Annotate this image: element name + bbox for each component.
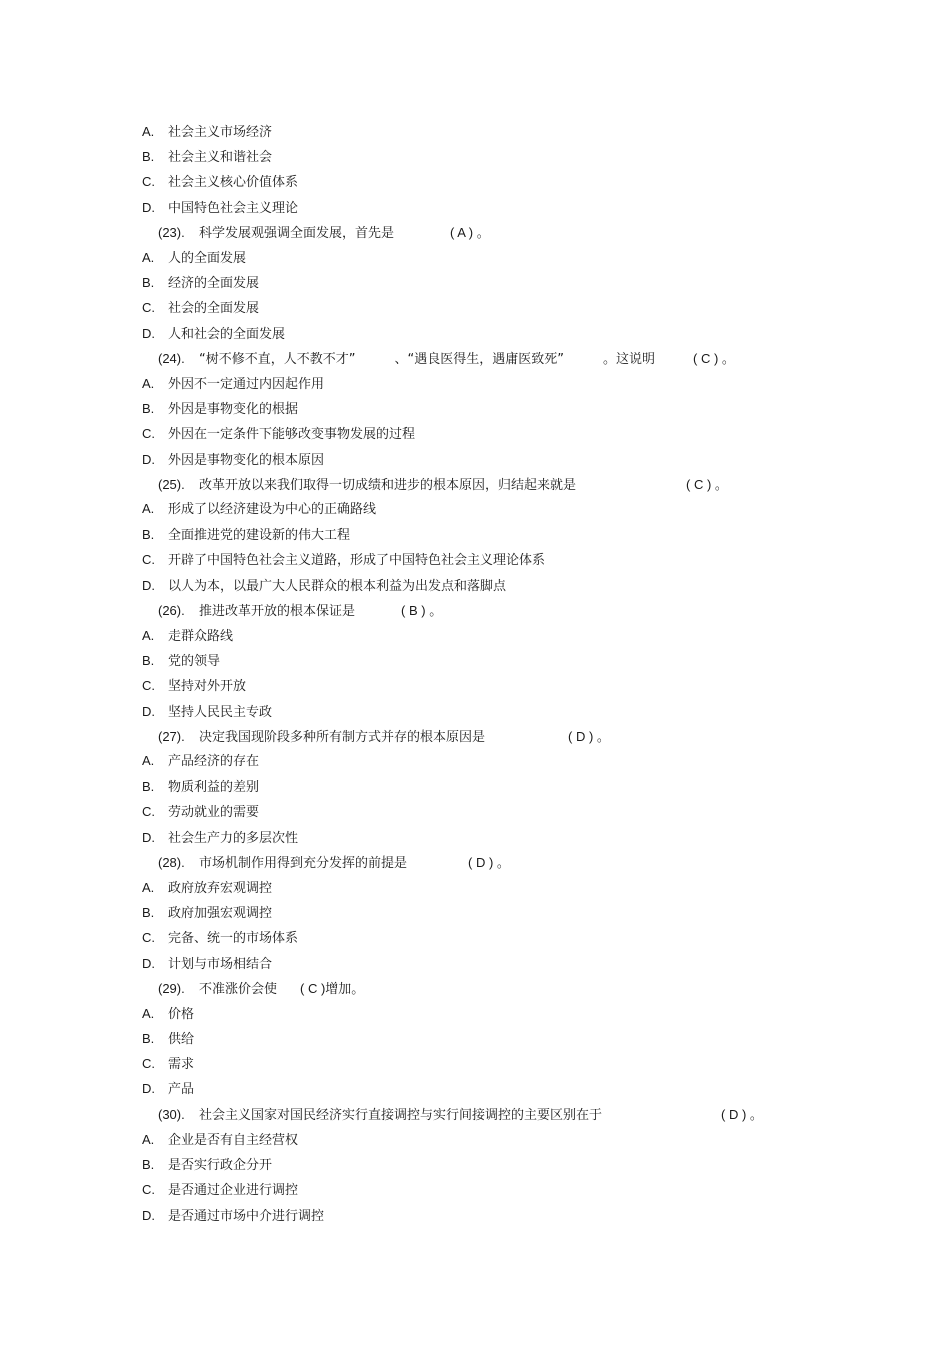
option-a: A. 企业是否有自主经营权 xyxy=(142,1132,299,1148)
question-stem: 决定我国现阶段多种所有制方式并存的根本原因是 xyxy=(199,730,486,745)
option-b: B. 是否实行政企分开 xyxy=(142,1157,273,1173)
option-b: B. 物质利益的差别 xyxy=(142,779,260,795)
option-d: D. 是否通过市场中介进行调控 xyxy=(142,1208,325,1224)
question-stem: 推进改革开放的根本保证是 xyxy=(199,604,356,619)
option-b: B. 社会主义和谐社会 xyxy=(142,149,273,165)
answer-mark: ( A ) xyxy=(450,225,474,240)
option-c: C. 社会主义核心价值体系 xyxy=(142,174,299,190)
answer-mark: ( C ) xyxy=(693,351,719,366)
option-a: A. 走群众路线 xyxy=(142,628,234,644)
option-d: D. 产品 xyxy=(142,1081,195,1097)
option-a: A. 政府放弃宏观调控 xyxy=(142,880,273,896)
option-d: D. 人和社会的全面发展 xyxy=(142,326,286,342)
answer-mark: ( B ) xyxy=(401,603,426,618)
answer-mark: ( D ) xyxy=(721,1107,747,1122)
option-a: A. 产品经济的存在 xyxy=(142,753,260,769)
option-a: A. 价格 xyxy=(142,1006,195,1022)
question-30: (30). 社会主义国家对国民经济实行直接调控与实行间接调控的主要区别在于 ( D ) 。 xyxy=(158,1107,763,1123)
question-26: (26). 推进改革开放的根本保证是 ( B ) 。 xyxy=(158,603,443,619)
answer-mark: ( D ) xyxy=(568,729,594,744)
question-27: (27). 决定我国现阶段多种所有制方式并存的根本原因是 ( D ) 。 xyxy=(158,729,610,745)
question-stem: “树不修不直，人不教不才” 、“遇良医得生，遇庸医致死” 。这说明 xyxy=(199,352,655,367)
option-c: C. 是否通过企业进行调控 xyxy=(142,1182,299,1198)
option-c: C. 开辟了中国特色社会主义道路，形成了中国特色社会主义理论体系 xyxy=(142,552,546,568)
option-d: D. 坚持人民民主专政 xyxy=(142,704,273,720)
option-a: A. 形成了以经济建设为中心的正确路线 xyxy=(142,501,377,517)
option-c: C. 劳动就业的需要 xyxy=(142,804,260,820)
option-c: C. 完备、统一的市场体系 xyxy=(142,930,299,946)
answer-mark: ( D ) xyxy=(468,855,494,870)
option-a: A. 外因不一定通过内因起作用 xyxy=(142,376,325,392)
answer-mark: ( C ) xyxy=(686,477,712,492)
option-b: B. 党的领导 xyxy=(142,653,221,669)
option-c: C. 坚持对外开放 xyxy=(142,678,247,694)
option-b: B. 政府加强宏观调控 xyxy=(142,905,273,921)
option-d: D. 外因是事物变化的根本原因 xyxy=(142,452,325,468)
question-29: (29). 不准涨价会使 ( C )增加。 xyxy=(158,981,365,997)
question-stem: 不准涨价会使 xyxy=(199,982,278,997)
option-d: D. 计划与市场相结合 xyxy=(142,956,273,972)
question-24: (24). “树不修不直，人不教不才” 、“遇良医得生，遇庸医致死” 。这说明 ( C ) 。 xyxy=(158,351,735,367)
option-b: B. 经济的全面发展 xyxy=(142,275,260,291)
question-stem: 市场机制作用得到充分发挥的前提是 xyxy=(199,856,408,871)
option-a: A. 社会主义市场经济 xyxy=(142,124,273,140)
option-d: D. 社会生产力的多层次性 xyxy=(142,830,299,846)
option-d: D. 中国特色社会主义理论 xyxy=(142,200,299,216)
option-a: A. 人的全面发展 xyxy=(142,250,247,266)
question-25: (25). 改革开放以来我们取得一切成绩和进步的根本原因，归结起来就是 ( C ) 。 xyxy=(158,477,728,493)
question-stem: 社会主义国家对国民经济实行直接调控与实行间接调控的主要区别在于 xyxy=(199,1108,603,1123)
option-b: B. 供给 xyxy=(142,1031,195,1047)
option-d: D. 以人为本，以最广大人民群众的根本利益为出发点和落脚点 xyxy=(142,578,507,594)
option-c: C. 需求 xyxy=(142,1056,195,1072)
question-stem: 改革开放以来我们取得一切成绩和进步的根本原因，归结起来就是 xyxy=(199,478,577,493)
question-28: (28). 市场机制作用得到充分发挥的前提是 ( D ) 。 xyxy=(158,855,510,871)
question-23: (23). 科学发展观强调全面发展，首先是 ( A ) 。 xyxy=(158,225,490,241)
option-b: B. 外因是事物变化的根据 xyxy=(142,401,299,417)
option-b: B. 全面推进党的建设新的伟大工程 xyxy=(142,527,351,543)
question-stem: 科学发展观强调全面发展，首先是 xyxy=(199,226,395,241)
option-c: C. 外因在一定条件下能够改变事物发展的过程 xyxy=(142,426,416,442)
answer-mark: ( C ) xyxy=(300,981,326,996)
option-c: C. 社会的全面发展 xyxy=(142,300,260,316)
